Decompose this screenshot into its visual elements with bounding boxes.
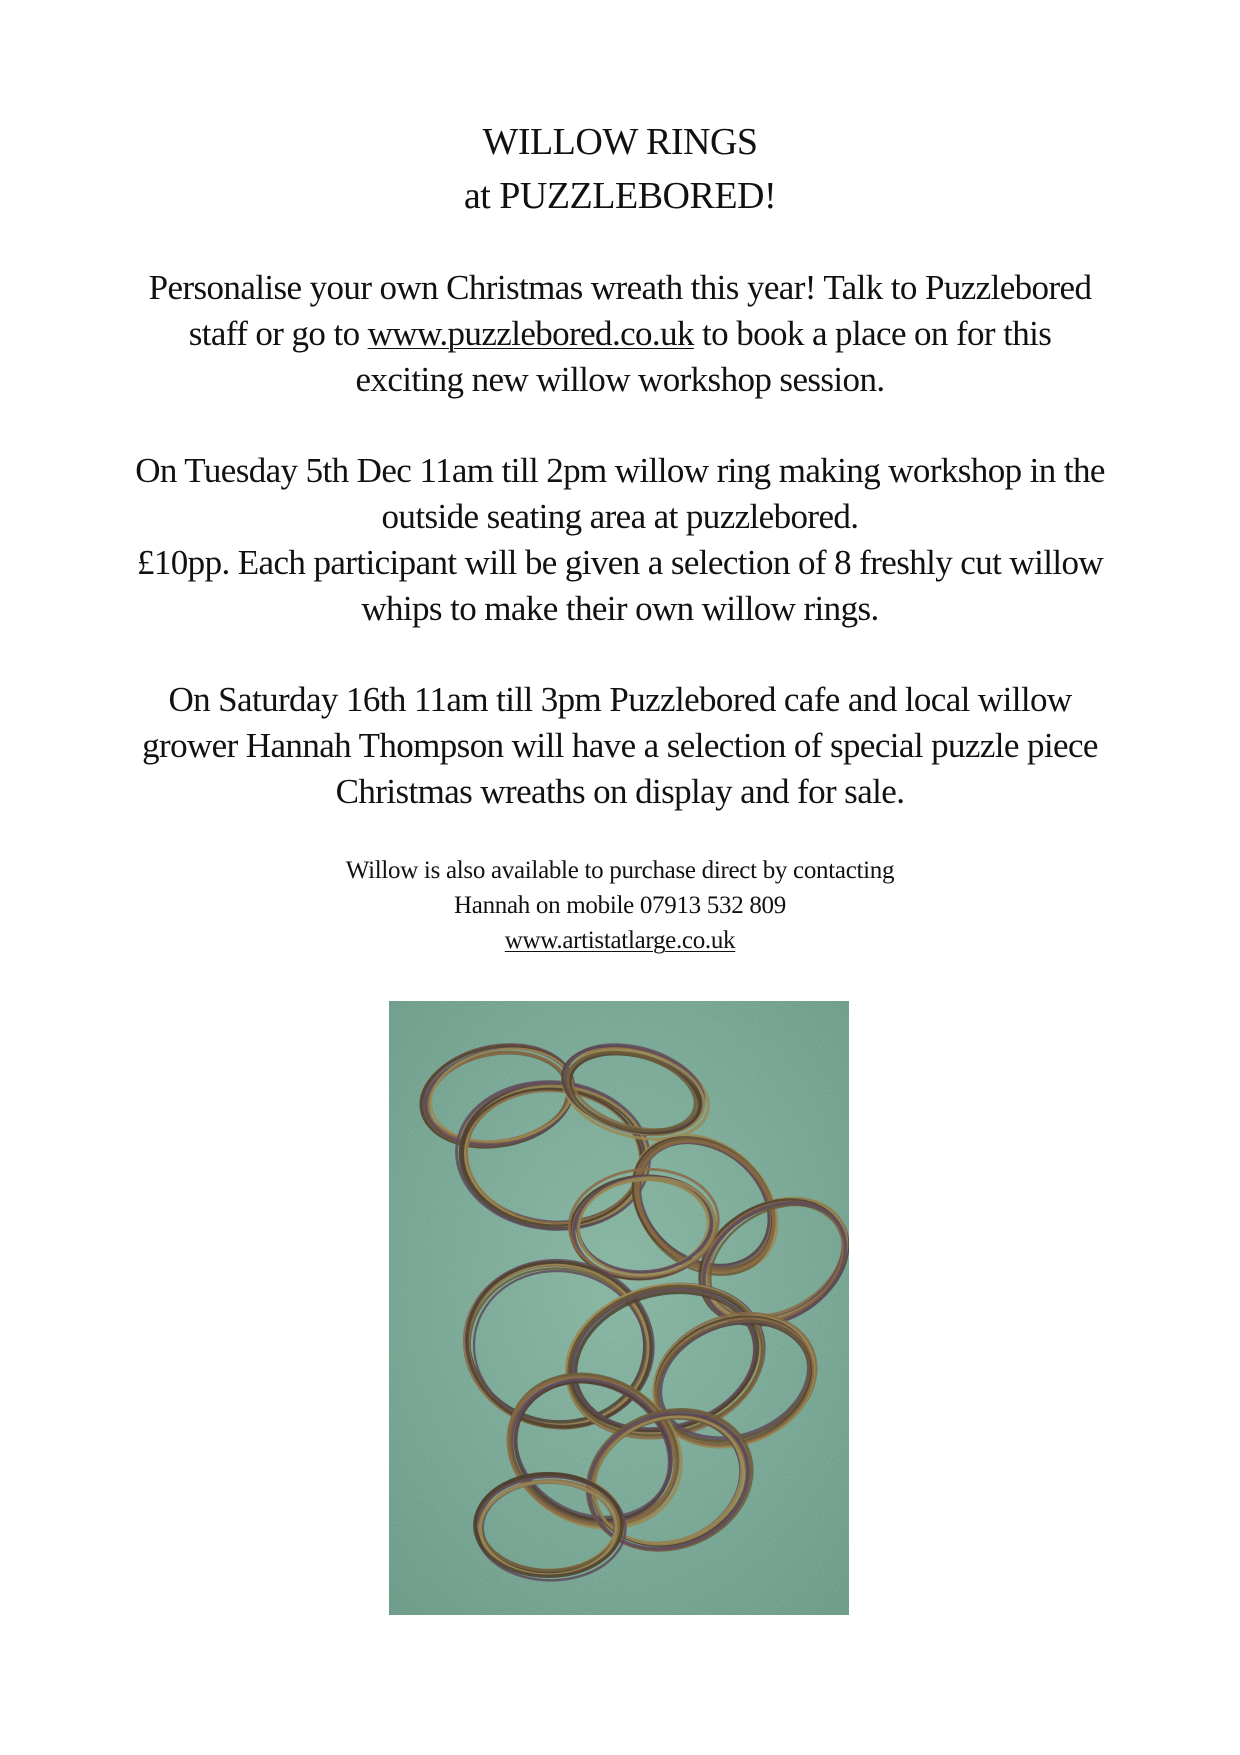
puzzlebored-website-link[interactable]: www.puzzlebored.co.uk bbox=[367, 314, 694, 353]
intro-line-2 bbox=[0, 311, 1240, 357]
intro-line-3: exciting new willow workshop session. bbox=[355, 360, 885, 399]
workshop-paragraph bbox=[0, 448, 1240, 632]
workshop-line-2: outside seating area at puzzlebored. bbox=[381, 497, 859, 536]
workshop-line-3: £10pp. Each participant will be given a selection of 8 freshly cut willow bbox=[136, 543, 1104, 582]
contact-line-1: Willow is also available to purchase direct by contacting bbox=[345, 857, 895, 884]
flyer-title bbox=[0, 115, 1240, 223]
workshop-line-4: whips to make their own willow rings. bbox=[361, 589, 879, 628]
workshop-line-1: On Tuesday 5th Dec 11am till 2pm willow ring making workshop in the bbox=[135, 451, 1105, 490]
sale-line-1: On Saturday 16th 11am till 3pm Puzzlebored cafe and local willow bbox=[168, 680, 1072, 719]
intro-line-2-before: staff or go to bbox=[188, 314, 368, 353]
willow-rings-photo bbox=[389, 1001, 849, 1615]
title-line-2: at PUZZLEBORED! bbox=[463, 175, 777, 217]
sale-line-3: Christmas wreaths on display and for sale. bbox=[335, 772, 905, 811]
intro-line-1: Personalise your own Christmas wreath this year! Talk to Puzzlebored bbox=[148, 268, 1092, 307]
contact-block bbox=[0, 853, 1240, 958]
contact-line-2: Hannah on mobile 07913 532 809 bbox=[454, 892, 786, 919]
artistatlarge-website-link[interactable]: www.artistatlarge.co.uk bbox=[504, 927, 736, 954]
sale-paragraph bbox=[0, 677, 1240, 815]
title-line-1: WILLOW RINGS bbox=[482, 121, 758, 163]
intro-paragraph bbox=[0, 265, 1240, 403]
sale-line-2: grower Hannah Thompson will have a selection of special puzzle piece bbox=[142, 726, 1098, 765]
intro-line-2-after: to book a place on for this bbox=[693, 314, 1052, 353]
willow-rings-illustration bbox=[389, 1001, 849, 1615]
